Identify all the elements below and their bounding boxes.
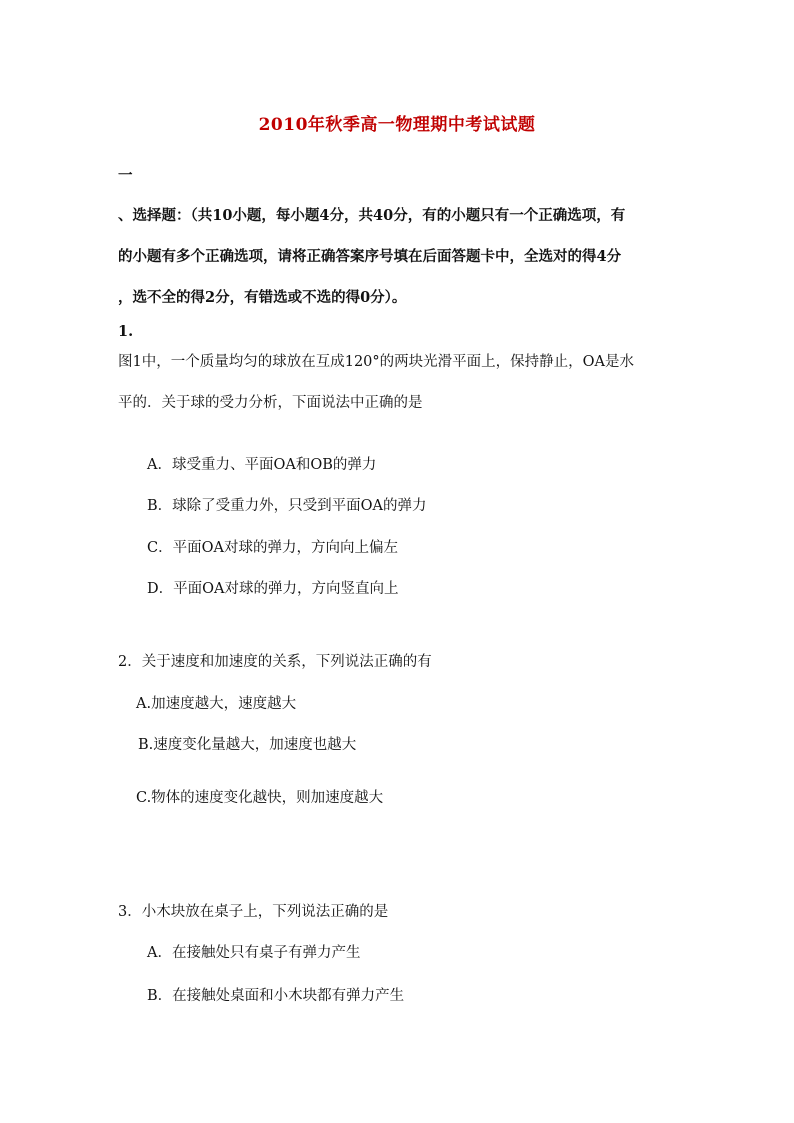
- question-3-option-b: B．在接触处桌面和小木块都有弹力产生: [147, 988, 405, 1004]
- question-1-option-c: C．平面OA对球的弹力，方向向上偏左: [147, 540, 398, 556]
- question-3-stem: 3．小木块放在桌子上，下列说法正确的是: [118, 904, 389, 920]
- question-1-option-d: D．平面OA对球的弹力，方向竖直向上: [147, 581, 399, 597]
- question-2-option-a: A.加速度越大，速度越大: [136, 696, 297, 712]
- question-1-number: 1.: [118, 323, 134, 340]
- section-instructions-line-1: 、选择题：（共10小题，每小题4分，共40分，有的小题只有一个正确选项，有: [118, 207, 626, 224]
- question-3-option-a: A．在接触处只有桌子有弹力产生: [147, 945, 361, 961]
- question-1-option-b: B．球除了受重力外，只受到平面OA的弹力: [147, 498, 427, 514]
- section-instructions-line-2: 的小题有多个正确选项，请将正确答案序号填在后面答题卡中，全选对的得4分: [118, 248, 622, 265]
- question-2-option-b: B.速度变化量越大，加速度也越大: [138, 737, 357, 753]
- question-1-stem-line-2: 平的．关于球的受力分析，下面说法中正确的是: [118, 395, 423, 411]
- page-title: 2010年秋季高一物理期中考试试题: [258, 115, 536, 135]
- question-1-stem-line-1: 图1中，一个质量均匀的球放在互成120°的两块光滑平面上，保持静止，OA是水: [118, 354, 635, 370]
- question-2-stem: 2．关于速度和加速度的关系，下列说法正确的有: [118, 654, 432, 670]
- section-instructions-line-3: ，选不全的得2分，有错选或不选的得0分）。: [118, 289, 407, 306]
- question-1-option-a: A．球受重力、平面OA和OB的弹力: [147, 457, 377, 473]
- section-number: 一: [118, 167, 133, 184]
- question-2-option-c: C.物体的速度变化越快，则加速度越大: [136, 790, 384, 806]
